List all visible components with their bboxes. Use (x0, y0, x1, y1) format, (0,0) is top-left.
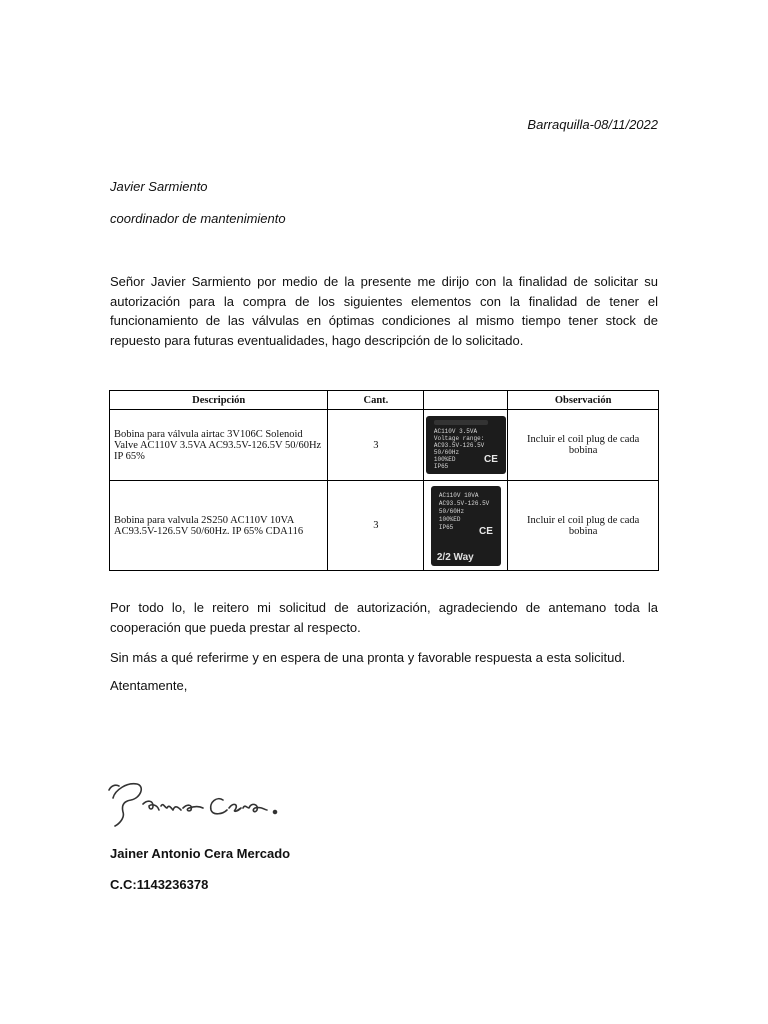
coil-label-line: AC93.5V-126.5V (438, 499, 490, 507)
table-row (110, 481, 659, 571)
coil-label-line: IP65 (438, 523, 454, 531)
coil-way-label: 2/2 Way (436, 551, 474, 563)
coil-label-line: 100%ED (438, 515, 461, 523)
coil-label-line: 50/60Hz (438, 507, 465, 515)
solenoid-coil-photo (431, 486, 501, 566)
salutation: Atentamente, (110, 678, 188, 693)
table-header-row (110, 391, 659, 410)
row-quantity: 3 (328, 410, 424, 481)
coil-label-line: IP65 (433, 463, 449, 470)
recipient-name: Javier Sarmiento (110, 179, 208, 194)
recipient-role: coordinador de mantenimiento (110, 211, 286, 226)
signer-id: C.C:1143236378 (110, 877, 209, 892)
header-image (424, 391, 508, 410)
handwritten-signature (105, 760, 305, 840)
row-quantity: 3 (328, 481, 424, 571)
coil-label-line: AC93.5V-126.5V (433, 442, 485, 449)
solenoid-coil-photo (426, 416, 506, 474)
row-observation: Incluir el coil plug de cada bobina (508, 410, 659, 481)
signer-name: Jainer Antonio Cera Mercado (110, 846, 291, 861)
items-table (109, 390, 659, 571)
header-quantity: Cant. (328, 391, 424, 410)
table-row (110, 410, 659, 481)
reiteration-paragraph: Por todo lo, le reitero mi solicitud de autorización, agradeciendo de antemano toda la cooperación que pueda prestar al respecto. (110, 600, 658, 635)
row-observation: Incluir el coil plug de cada bobina (508, 481, 659, 571)
coil-label-line: AC110V 3.5VA (433, 428, 478, 435)
ce-mark-icon: CE (483, 454, 498, 465)
header-description: Descripción (110, 391, 328, 410)
row-description: Bobina para válvula airtac 3V106C Solenoid Valve AC110V 3.5VA AC93.5V-126.5V 50/60Hz IP 65% (110, 410, 328, 481)
header-observation: Observación (508, 391, 659, 410)
coil-image (424, 481, 508, 571)
ce-mark-icon: CE (478, 525, 493, 537)
coil-label-line: AC110V 10VA (438, 491, 479, 499)
coil-label-line: Voltage range: (433, 435, 485, 442)
row-description: Bobina para valvula 2S250 AC110V 10VA AC93.5V-126.5V 50/60Hz. IP 65% CDA116 (110, 481, 328, 571)
intro-paragraph: Señor Javier Sarmiento por medio de la presente me dirijo con la finalidad de solicitar su autorización para la compra de los siguientes elementos con la finalidad de tener el funcionamiento de las válvulas en óptimas condiciones al mismo tiempo tener stock de repuesto para futuras eventualidades, hago descripción de lo solicitado. (110, 274, 658, 348)
coil-label-line: 100%ED (433, 456, 456, 463)
coil-label-line: 50/60Hz (433, 449, 460, 456)
coil-image (424, 410, 508, 481)
letter-date: Barraquilla-08/11/2022 (527, 117, 658, 132)
closing-paragraph: Sin más a qué referirme y en espera de una pronta y favorable respuesta a esta solicitud. (110, 650, 626, 665)
